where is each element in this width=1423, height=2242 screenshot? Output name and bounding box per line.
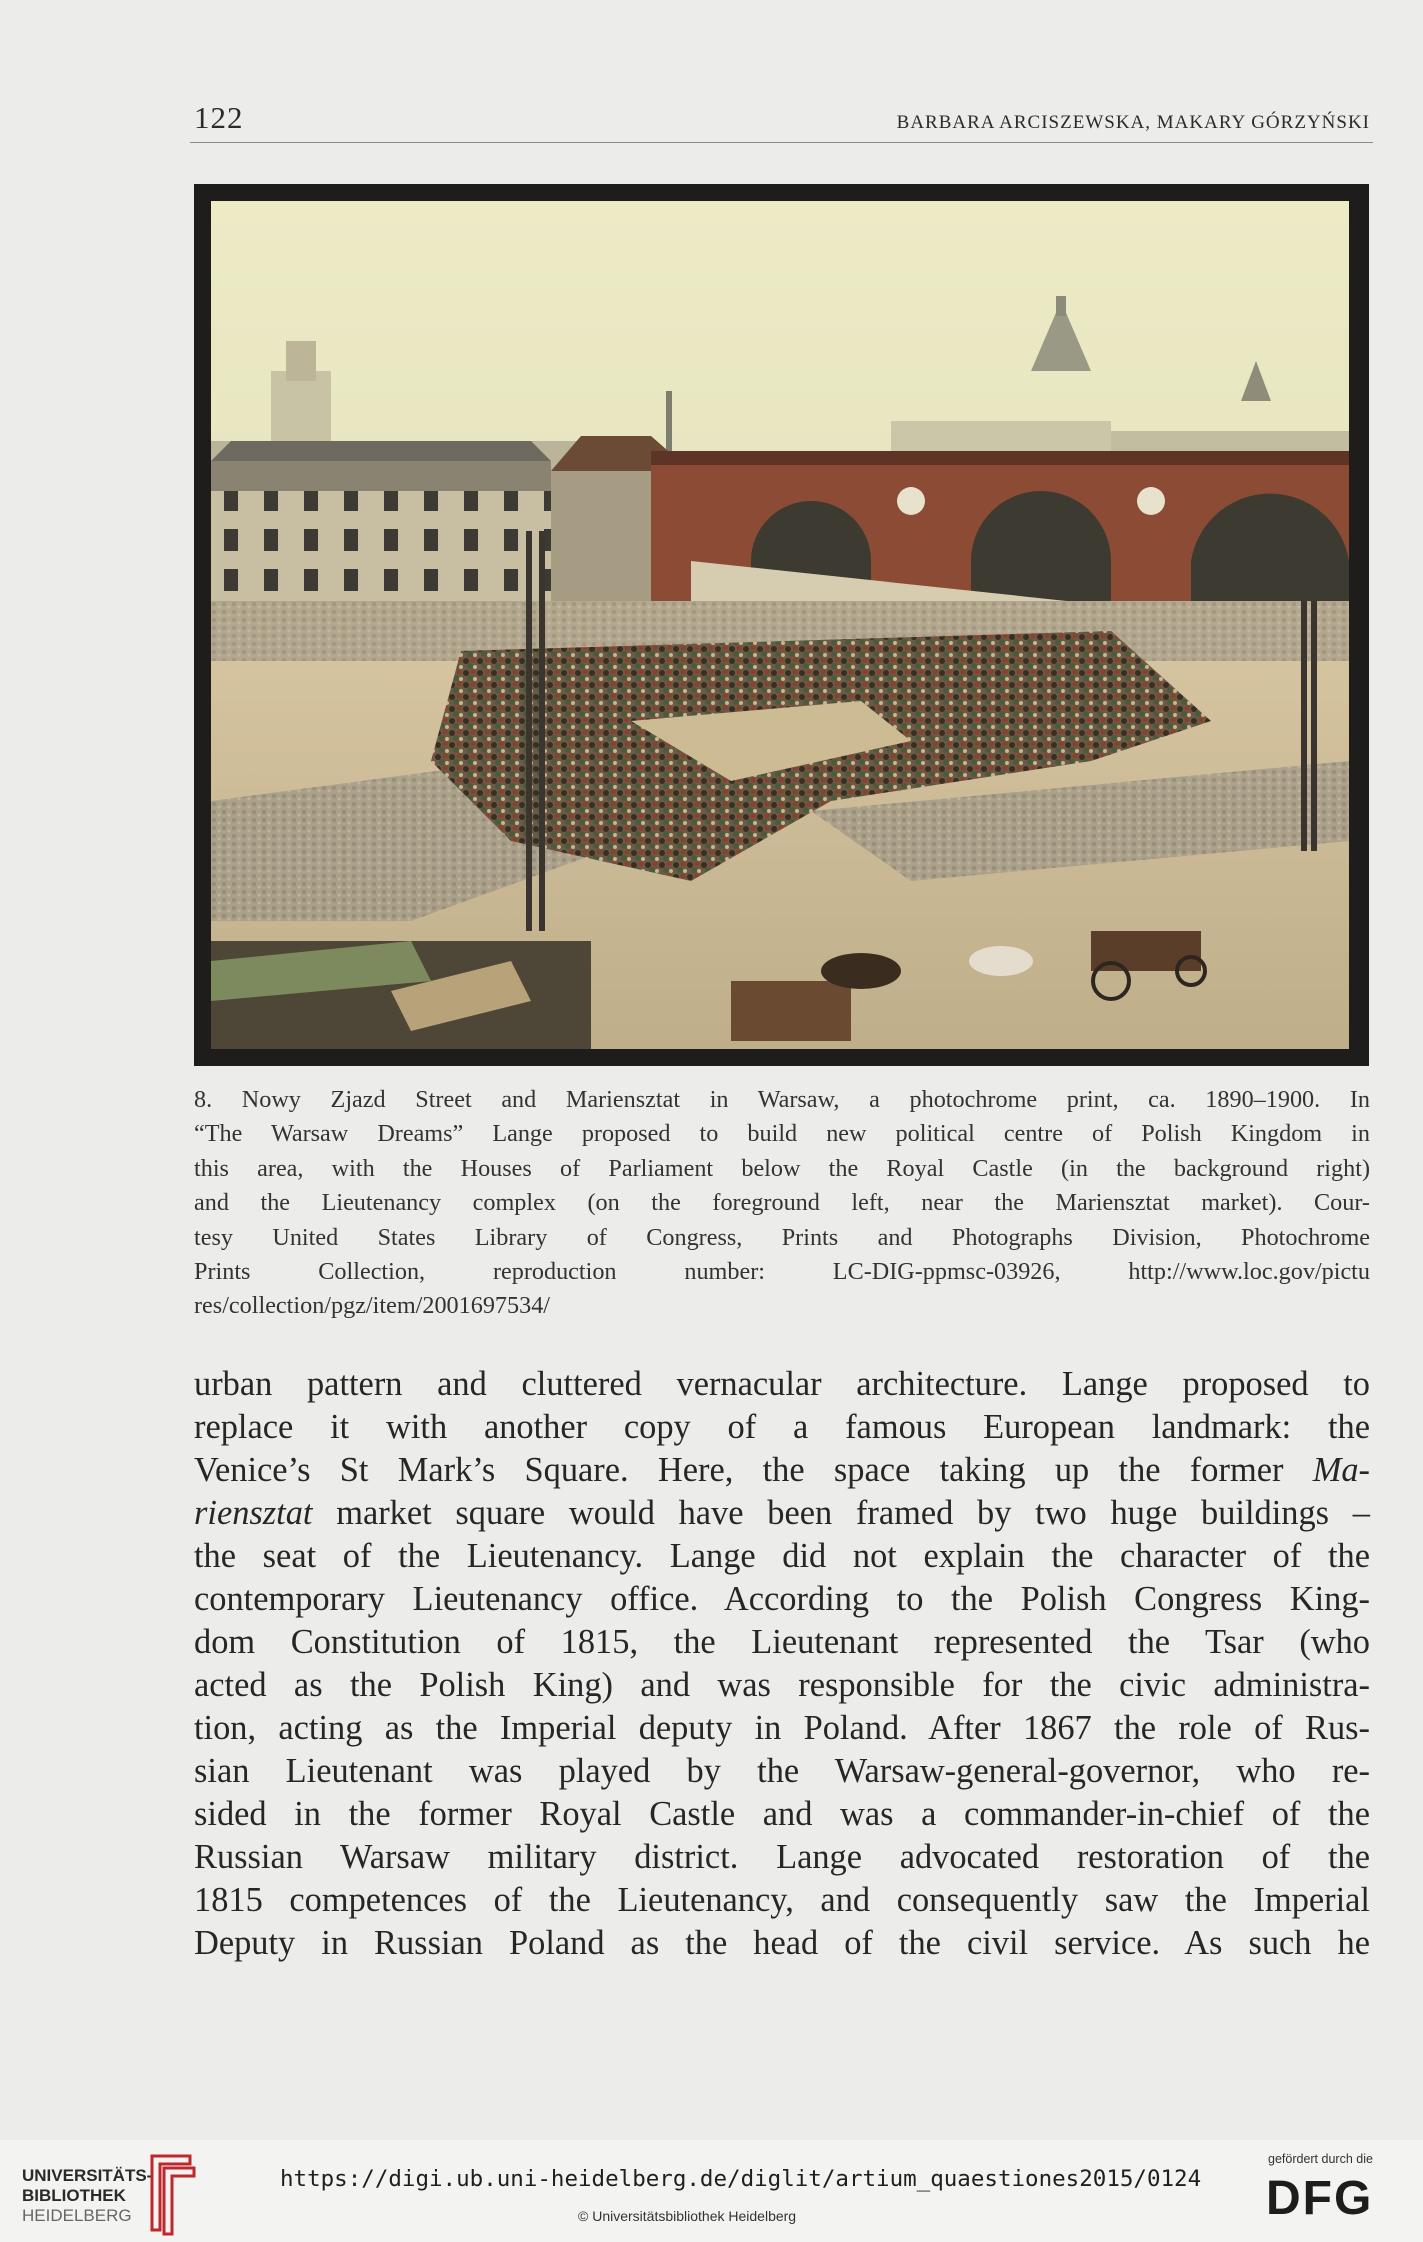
photochrome-photo xyxy=(211,201,1349,1049)
body-line: Russian Warsaw military district. Lange advocated restoration of the xyxy=(194,1838,1370,1876)
body-line: the seat of the Lieutenancy. Lange did not explain the character of the xyxy=(194,1537,1370,1575)
caption-line: tesy United States Library of Congress, Prints and Photographs Division, Photochrome xyxy=(194,1223,1370,1251)
caption-line: res/collection/pgz/item/2001697534/ xyxy=(194,1292,551,1320)
body-line: replace it with another copy of a famous European landmark: the xyxy=(194,1408,1370,1446)
running-head: BARBARA ARCISZEWSKA, MAKARY GÓRZYŃSKI xyxy=(896,112,1370,133)
caption-line: 8. Nowy Zjazd Street and Mariensztat in Warsaw, a photochrome print, ca. 1890–1900. In xyxy=(194,1086,1370,1113)
body-line: Venice’s St Mark’s Square. Here, the space taking up the former Ma- xyxy=(194,1451,1370,1489)
body-line: tion, acting as the Imperial deputy in Poland. After 1867 the role of Rus- xyxy=(194,1709,1370,1747)
copyright-notice: © Universitätsbibliothek Heidelberg xyxy=(578,2208,797,2224)
caption-line: “The Warsaw Dreams” Lange proposed to build new political centre of Polish Kingdom in xyxy=(194,1120,1370,1148)
italic-term: riensztat xyxy=(194,1494,313,1532)
body-line: dom Constitution of 1815, the Lieutenant represented the Tsar (who xyxy=(194,1623,1370,1661)
caption-line: this area, with the Houses of Parliament below the Royal Castle (in the background right) xyxy=(194,1154,1370,1182)
figure-frame xyxy=(194,184,1369,1066)
body-line: riensztat market square would have been framed by two huge buildings – xyxy=(194,1494,1370,1532)
body-line: acted as the Polish King) and was responsible for the civic administra- xyxy=(194,1666,1370,1704)
library-logo-icon[interactable] xyxy=(142,2150,198,2236)
page-number: 122 xyxy=(194,100,244,135)
body-line: urban pattern and cluttered vernacular architecture. Lange proposed to xyxy=(194,1365,1370,1403)
figure-caption xyxy=(194,1083,1370,1324)
body-line: sian Lieutenant was played by the Warsaw-general-governor, who re- xyxy=(194,1752,1370,1790)
header-rule xyxy=(190,142,1373,143)
italic-term: Ma- xyxy=(1312,1451,1370,1489)
body-paragraph xyxy=(194,1363,1370,1965)
body-line: Deputy in Russian Poland as the head of the civil service. As such he xyxy=(194,1924,1370,1962)
library-name[interactable]: UNIVERSITÄTS- BIBLIOTHEK HEIDELBERG xyxy=(22,2166,153,2225)
dfg-logo-text: DFG xyxy=(1266,2172,1374,2220)
footer-bar xyxy=(0,2140,1423,2242)
dfg-logo-icon[interactable] xyxy=(1262,2170,1402,2220)
body-line: sided in the former Royal Castle and was a commander-in-chief of the xyxy=(194,1795,1370,1833)
body-line: 1815 competences of the Lieutenancy, and consequently saw the Imperial xyxy=(194,1881,1370,1919)
body-line: contemporary Lieutenancy office. According to the Polish Congress King- xyxy=(194,1580,1370,1618)
funded-by-label: gefördert durch die xyxy=(1268,2152,1373,2166)
document-url-link[interactable]: https://digi.ub.uni-heidelberg.de/diglit/artium_quaestiones2015/0124 xyxy=(280,2166,1202,2192)
caption-line: Prints Collection, reproduction number: LC-DIG-ppmsc-03926, http://www.loc.gov/pictu xyxy=(194,1258,1370,1286)
caption-line: and the Lieutenancy complex (on the foreground left, near the Mariensztat market). Cour- xyxy=(194,1189,1370,1217)
